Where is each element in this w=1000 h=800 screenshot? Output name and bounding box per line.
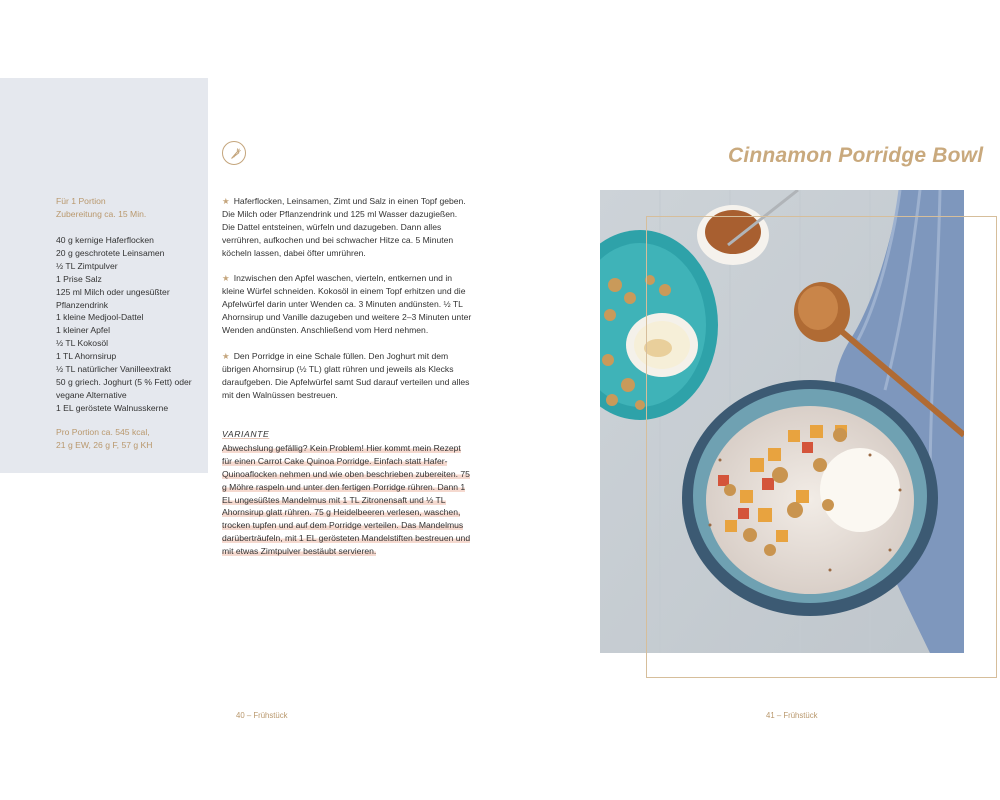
- variante-body: [222, 442, 472, 558]
- variante-title: VARIANTE: [222, 429, 270, 439]
- carrot-icon: [222, 141, 246, 165]
- star-bullet-icon: ★: [222, 273, 230, 284]
- page-footer-right: 41 – Frühstück: [766, 711, 818, 720]
- ingredient-item: 1 EL geröstete Walnusskerne: [56, 402, 169, 413]
- ingredient-item: 1 TL Ahornsirup: [56, 351, 117, 362]
- step-paragraph: [222, 350, 472, 402]
- ingredients-list: [56, 234, 206, 415]
- ingredient-item: ½ TL natürlicher Vanilleextrakt: [56, 364, 171, 375]
- ingredient-item: ½ TL Zimtpulver: [56, 260, 118, 271]
- nutrition-info: [56, 426, 206, 452]
- step-text: Inzwischen den Apfel waschen, vierteln, entkernen und in kleine Würfel schneiden. Kokosöl in einem Topf erhitzen und die Apfelwürfel darin unter Wenden ca. 3 Minuten andünsten. ½ TL Ahornsirup und Vanille dazugeben und weitere 2–3 Minuten unter Wenden andünsten. Anschließend vom Herd nehmen.: [222, 273, 472, 336]
- variante-text: Abwechslung gefällig? Kein Problem! Hier kommt mein Rezept für einen Carrot Cake Quinoa Porridge. Einfach statt Hafer-Quinoaflocken nehmen und wie oben beschrieben zubereiten. 75 g Möhre raspeln und unter den fertigen Porridge rühren. Dann 1 EL ungesüßtes Mandelmus mit 1 TL Zitronensaft und ½ TL Ahornsirup glatt rühren. 75 g Heidelbeeren verlesen, waschen, trocken tupfen und auf dem Porridge verteilen. Das Mandelmus darüberträufeln, mit 1 EL gerösteten Mandelstiften bestreuen und mit etwas Zimtpulver bestäubt servieren.: [222, 442, 471, 557]
- recipe-meta: [56, 195, 206, 221]
- prep-time-text: Zubereitung ca. 15 Min.: [56, 208, 147, 219]
- page-footer-left: 40 – Frühstück: [236, 711, 288, 720]
- ingredient-item: 20 g geschrotete Leinsamen: [56, 247, 165, 258]
- recipe-title: Cinnamon Porridge Bowl: [728, 144, 984, 167]
- step-text: Den Porridge in eine Schale füllen. Den Joghurt mit dem übrigen Ahornsirup (½ TL) glatt rühren und jeweils als Klecks daraufgeben. Die Apfelwürfel samt Sud darauf verteilen und alles mit den Walnüssen bestreuen.: [222, 350, 470, 400]
- star-bullet-icon: ★: [222, 196, 230, 206]
- nutrition-line: 21 g EW, 26 g F, 57 g KH: [56, 439, 153, 450]
- ingredient-item: 125 ml Milch oder ungesüßter Pflanzendrink: [56, 286, 170, 310]
- step-paragraph: [222, 272, 472, 337]
- step-paragraph: [222, 195, 472, 260]
- star-bullet-icon: ★: [222, 350, 230, 361]
- preparation-steps: [222, 195, 472, 414]
- ingredient-item: 1 kleiner Apfel: [56, 325, 110, 336]
- variante-box: [222, 428, 472, 558]
- ingredient-item: 1 kleine Medjool-Dattel: [56, 312, 144, 323]
- nutrition-line: Pro Portion ca. 545 kcal,: [56, 427, 150, 437]
- ingredient-item: ½ TL Kokosöl: [56, 338, 109, 349]
- ingredient-item: 1 Prise Salz: [56, 273, 102, 284]
- step-text: Haferflocken, Leinsamen, Zimt und Salz in einen Topf geben. Die Milch oder Pflanzendrink und 125 ml Wasser dazugießen. Die Dattel entsteinen, würfeln und dazugeben. Dann alles verrühren, aufkochen und bei schwacher Hitze ca. 5 Minuten köcheln lassen, dabei öfter umrühren.: [222, 196, 466, 258]
- photo-frame: [646, 216, 997, 678]
- portion-text: Für 1 Portion: [56, 196, 106, 206]
- ingredient-item: 50 g griech. Joghurt (5 % Fett) oder vegane Alternative: [56, 376, 192, 400]
- ingredient-item: 40 g kernige Haferflocken: [56, 235, 154, 245]
